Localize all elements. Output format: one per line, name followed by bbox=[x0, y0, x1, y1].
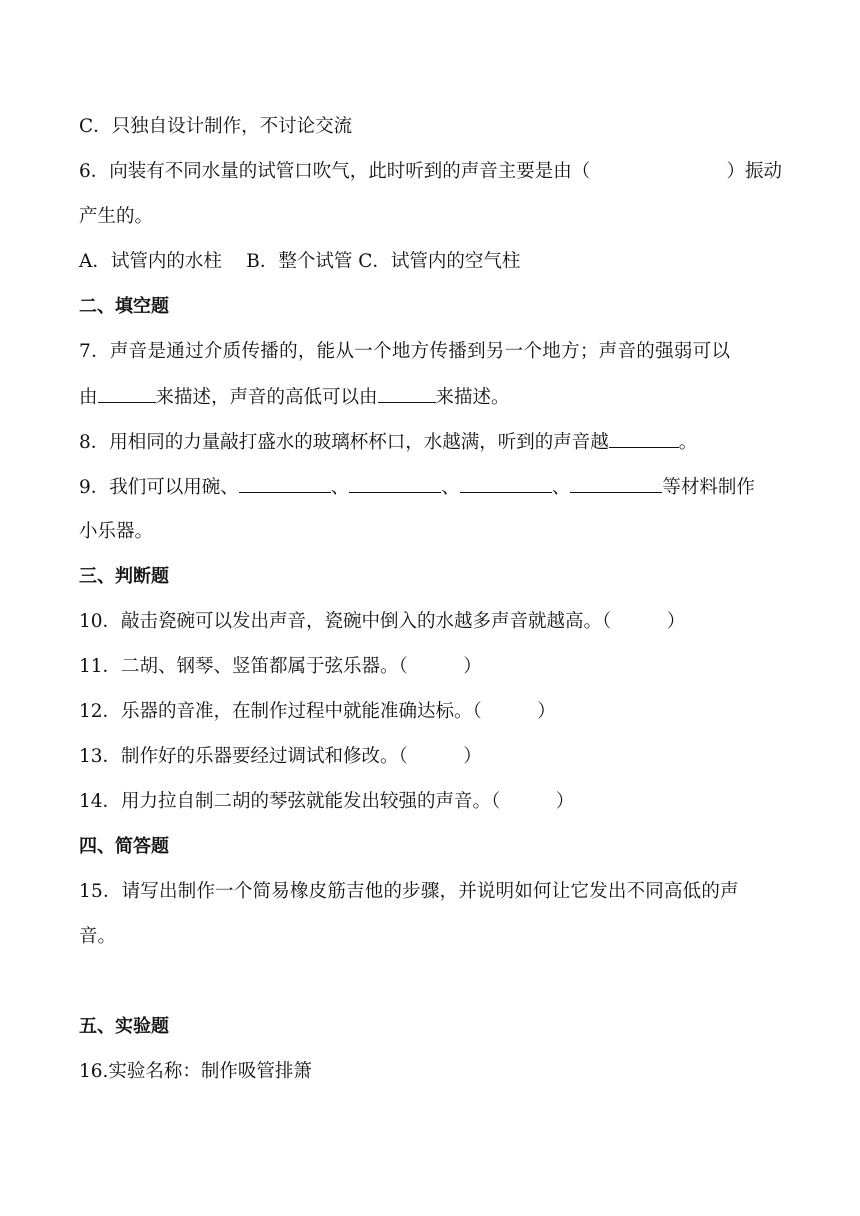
answer-blank[interactable] bbox=[460, 474, 552, 493]
answer-blank[interactable] bbox=[239, 474, 331, 493]
q6-stem: 6．向装有不同水量的试管口吹气，此时听到的声音主要是由（ bbox=[79, 161, 591, 182]
q8-line bbox=[79, 429, 782, 456]
q7-text-b: 来描述，声音的高低可以由 bbox=[155, 387, 378, 408]
q7-line2 bbox=[79, 384, 782, 411]
q6-stem-end: ）振动 bbox=[726, 161, 782, 182]
q13: 13．制作好的乐器要经过调试和修改。（ ） bbox=[79, 746, 482, 767]
q9-line1 bbox=[79, 474, 782, 501]
q9-sep: 、 bbox=[441, 477, 460, 498]
q9-sep: 、 bbox=[551, 477, 571, 498]
q6-line1 bbox=[79, 159, 782, 185]
q9-sep: 、 bbox=[330, 477, 350, 498]
q15-line2: 音。 bbox=[79, 926, 117, 947]
answer-blank[interactable] bbox=[609, 429, 679, 448]
answer-blank[interactable] bbox=[98, 384, 156, 403]
q12: 12．乐器的音准，在制作过程中就能准确达标。（ ） bbox=[79, 701, 556, 722]
q8-text-a: 8．用相同的力量敲打盛水的玻璃杯杯口，水越满，听到的声音越 bbox=[79, 432, 609, 453]
section-heading-true-false: 三、判断题 bbox=[79, 566, 169, 587]
q10: 10．敲击瓷碗可以发出声音，瓷碗中倒入的水越多声音就越高。（ ） bbox=[79, 611, 686, 632]
answer-blank[interactable] bbox=[378, 384, 436, 403]
answer-blank[interactable] bbox=[570, 474, 662, 493]
q9-line2: 小乐器。 bbox=[79, 521, 154, 542]
section-heading-short-answer: 四、简答题 bbox=[79, 836, 169, 857]
section-heading-experiment: 五、实验题 bbox=[79, 1016, 169, 1037]
q16: 16.实验名称：制作吸管排箫 bbox=[79, 1061, 312, 1082]
q9-text-a: 9．我们可以用碗、 bbox=[79, 477, 239, 498]
q14: 14．用力拉自制二胡的琴弦就能发出较强的声音。（ ） bbox=[79, 791, 575, 812]
q15-line1: 15．请写出制作一个简易橡皮筋吉他的步骤，并说明如何让它发出不同高低的声 bbox=[79, 881, 739, 902]
section-heading-fill-in: 二、填空题 bbox=[79, 296, 169, 317]
q7-text-c: 来描述。 bbox=[435, 387, 510, 408]
q7-text-a: 由 bbox=[79, 387, 98, 408]
q9-text-b: 等材料制作 bbox=[662, 477, 755, 498]
q6-options: A．试管内的水柱 B．整个试管 C．试管内的空气柱 bbox=[79, 251, 521, 272]
q8-text-b: 。 bbox=[678, 432, 698, 453]
q6-line2: 产生的。 bbox=[79, 206, 154, 227]
q7-line1: 7．声音是通过介质传播的，能从一个地方传播到另一个地方；声音的强弱可以 bbox=[79, 341, 731, 362]
q5-option-c: C．只独自设计制作，不讨论交流 bbox=[79, 116, 353, 137]
q11: 11．二胡、钢琴、竖笛都属于弦乐器。（ ） bbox=[79, 656, 482, 677]
answer-blank[interactable] bbox=[349, 474, 441, 493]
